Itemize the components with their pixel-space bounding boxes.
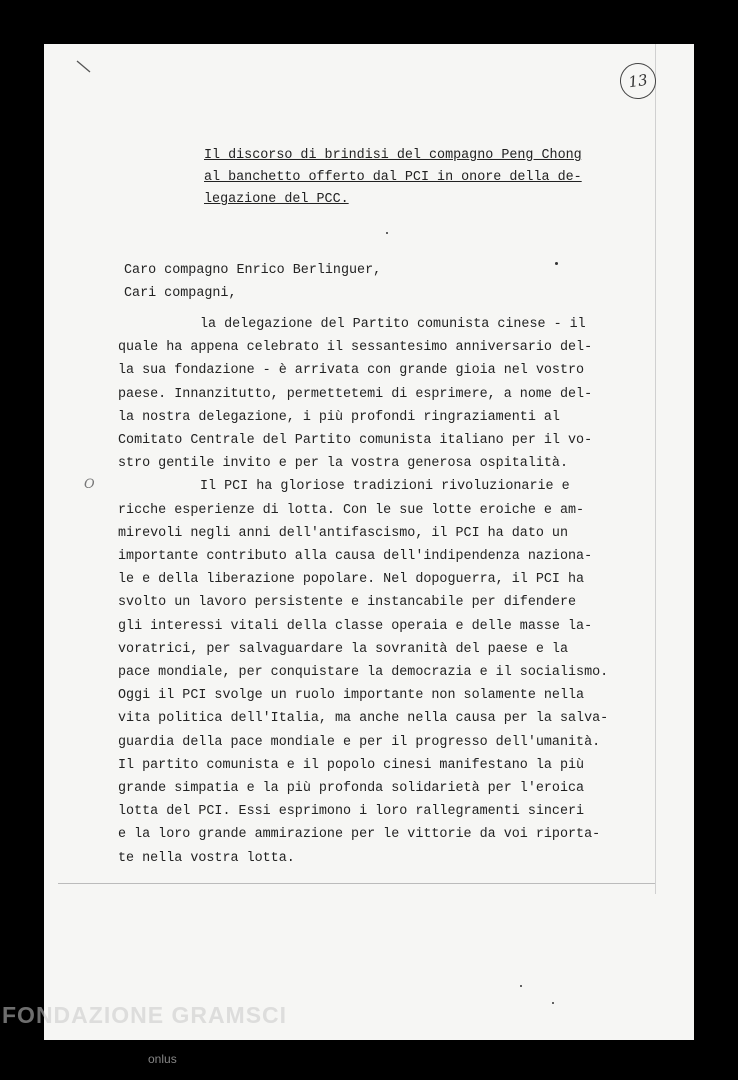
watermark-subtitle: onlus — [148, 1052, 177, 1066]
sheet-fold-line — [58, 883, 656, 884]
document-title — [204, 145, 584, 211]
margin-note: O — [84, 477, 95, 492]
speck-mark — [555, 262, 558, 265]
body-line: le e della liberazione popolare. Nel dopoguerra, il PCI ha — [118, 572, 585, 588]
body-line: te nella vostra lotta. — [118, 850, 295, 866]
body-line: vita politica dell'Italia, ma anche nella causa per la salva- — [118, 711, 609, 727]
salutation-line: Caro compagno Enrico Berlinguer, — [124, 263, 382, 278]
body-line: importante contributo alla causa dell'indipendenza naziona- — [118, 549, 593, 565]
body-line: la nostra delegazione, i più profondi ringraziamenti al — [118, 409, 560, 425]
salutation — [124, 259, 381, 305]
body-line: guardia della pace mondiale e per il progresso dell'umanità. — [118, 734, 601, 750]
body-line: Oggi il PCI svolge un ruolo importante non solamente nella — [118, 688, 585, 704]
speck-mark — [386, 232, 388, 234]
body-line: la sua fondazione - è arrivata con grande gioia nel vostro — [118, 363, 585, 379]
body-line: e la loro grande ammirazione per le vittorie da voi riporta- — [118, 827, 601, 843]
body-line: Il partito comunista e il popolo cinesi manifestano la più — [118, 757, 585, 773]
speck-mark — [552, 1002, 554, 1004]
body-line: Il PCI ha gloriose tradizioni rivoluzionarie e — [200, 479, 570, 495]
title-line: Il discorso di brindisi del compagno Peng Chong — [204, 148, 582, 163]
title-line: al banchetto offerto dal PCI in onore della de- — [204, 170, 582, 185]
body-line: ricche esperienze di lotta. Con le sue lotte eroiche e am- — [118, 502, 585, 518]
body-line: svolto un lavoro persistente e instancabile per difendere — [118, 595, 577, 611]
salutation-line: Cari compagni, — [124, 286, 237, 301]
body-line: gli interessi vitali della classe operaia e delle masse la- — [118, 618, 593, 634]
body-line: grande simpatia e la più profonda solidarietà per l'eroica — [118, 781, 585, 797]
body-line: la delegazione del Partito comunista cinese - il — [200, 317, 586, 332]
body-line: lotta del PCI. Essi esprimono i loro rallegramenti sinceri — [118, 804, 585, 820]
body-line: stro gentile invito e per la vostra generosa ospitalità. — [118, 456, 568, 472]
corner-tick-mark — [76, 60, 92, 74]
body-line: voratrici, per salvaguardare la sovranità del paese e la — [118, 641, 568, 657]
body-line: pace mondiale, per conquistare la democrazia e il socialismo. — [118, 665, 609, 681]
body-line: Comitato Centrale del Partito comunista italiano per il vo- — [118, 433, 593, 449]
speck-mark — [520, 985, 522, 987]
body-line: paese. Innanzitutto, permettetemi di esprimere, a nome del- — [118, 386, 593, 402]
letter-body — [118, 313, 608, 870]
watermark-logo: FONDAZIONE GRAMSCI — [2, 1002, 288, 1028]
title-line: legazione del PCC. — [204, 192, 349, 207]
sheet-edge-line — [655, 44, 656, 894]
page-number-circle: 13 — [618, 61, 659, 102]
body-line: quale ha appena celebrato il sessantesimo anniversario del- — [118, 340, 593, 356]
body-line: mirevoli negli anni dell'antifascismo, il PCI ha dato un — [118, 525, 568, 541]
